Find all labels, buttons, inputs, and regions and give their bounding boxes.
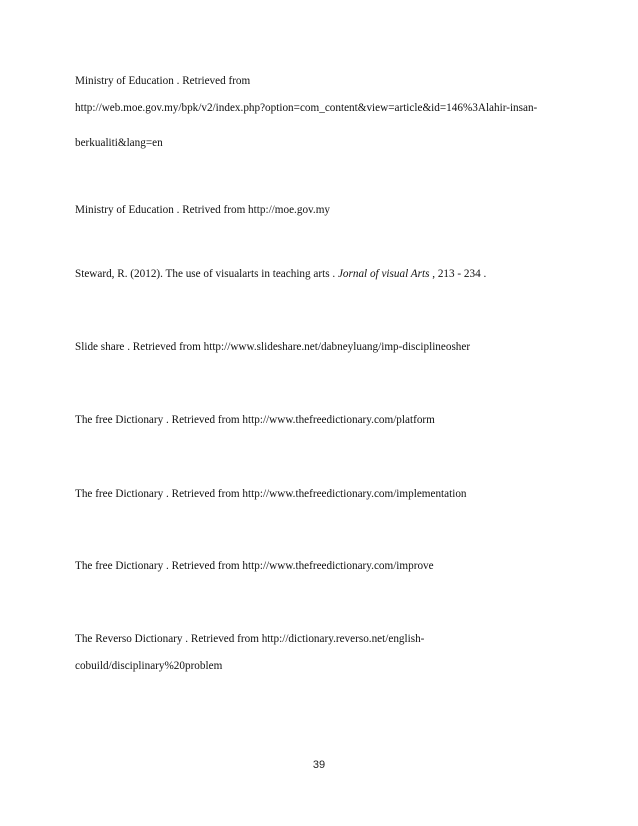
reference-3-line-1 bbox=[75, 267, 486, 281]
reference-4-line-1: Slide share . Retrieved from http://www.slideshare.net/dabneyluang/imp-disciplineosher bbox=[75, 341, 471, 353]
page-number: 39 bbox=[312, 759, 326, 771]
reference-7-line-1: The free Dictionary . Retrieved from http://www.thefreedictionary.com/improve bbox=[75, 560, 434, 572]
reference-3-journal-title: Jornal of visual Arts bbox=[337, 268, 430, 280]
reference-2-line-1: Ministry of Education . Retrived from http://moe.gov.my bbox=[75, 204, 330, 216]
reference-1-line-3: berkualiti&lang=en bbox=[75, 137, 163, 149]
reference-6-line-1: The free Dictionary . Retrieved from http://www.thefreedictionary.com/implementation bbox=[75, 488, 467, 500]
reference-5-line-1: The free Dictionary . Retrieved from http://www.thefreedictionary.com/platform bbox=[75, 414, 435, 426]
reference-8-line-1: The Reverso Dictionary . Retrieved from http://dictionary.reverso.net/english- bbox=[75, 633, 425, 645]
reference-3-pages: , 213 - 234 . bbox=[429, 268, 487, 280]
reference-1-line-1: Ministry of Education . Retrieved from bbox=[75, 75, 251, 87]
reference-3-authors-title: Steward, R. (2012). The use of visualarts in teaching arts . bbox=[75, 268, 338, 280]
reference-8-line-2: cobuild/disciplinary%20problem bbox=[75, 660, 223, 672]
reference-1-line-2: http://web.moe.gov.my/bpk/v2/index.php?option=com_content&view=article&id=146%3Alahir-insan- bbox=[75, 102, 538, 114]
